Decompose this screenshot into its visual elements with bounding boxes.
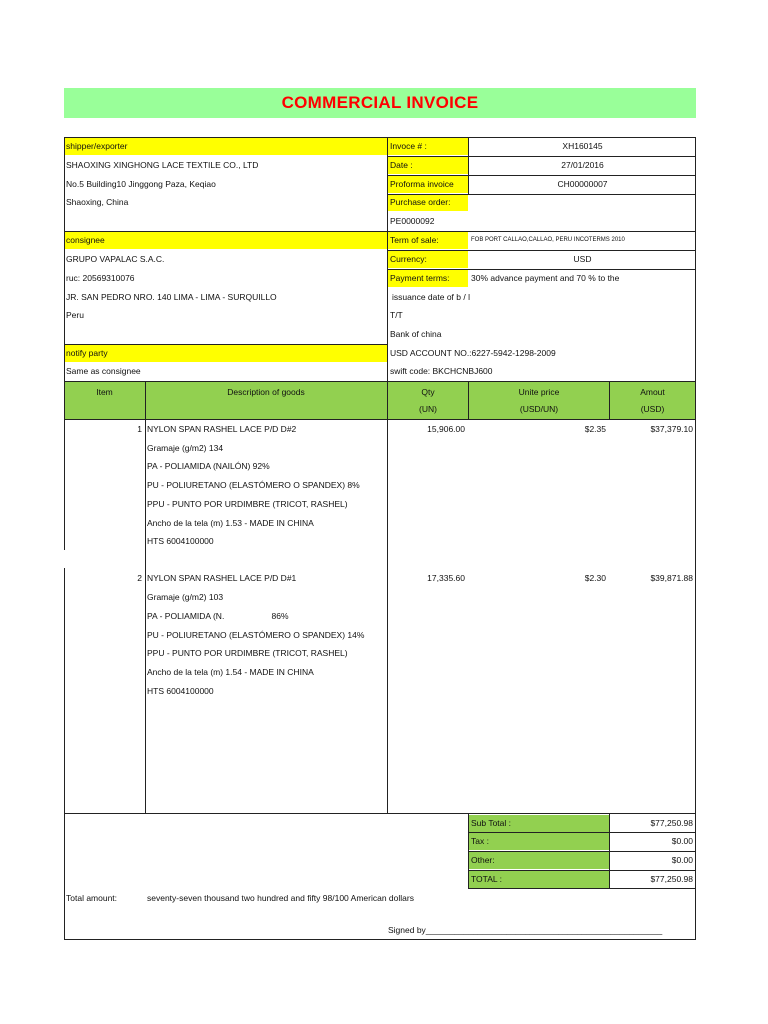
- term-of-sale-value: FOB PORT CALLAO,CALLAO, PERU INCOTERMS 2010: [471, 237, 625, 243]
- invoice-title: COMMERCIAL INVOICE: [64, 88, 696, 118]
- total-label: TOTAL :: [469, 871, 609, 888]
- header-qty-unit: (UN): [419, 404, 437, 414]
- header-unit-price-unit: (USD/UN): [519, 404, 559, 414]
- swift-code: swift code: BKCHCNBJ600: [390, 366, 493, 376]
- term-of-sale-label: Term of sale:: [388, 232, 468, 249]
- items-table-header: [64, 382, 696, 419]
- header-qty: Qty: [421, 387, 435, 397]
- item-description-line: PA - POLIAMIDA (N. 86%: [147, 611, 289, 621]
- invoice-number: XH160145: [562, 141, 603, 151]
- proforma-label: Proforma invoice: [388, 176, 468, 193]
- item-qty: 15,906.00: [427, 424, 465, 434]
- subtotal-label: Sub Total :: [469, 815, 609, 832]
- notify-party-value: Same as consignee: [66, 366, 141, 376]
- item-description-line: NYLON SPAN RASHEL LACE P/D D#2: [147, 424, 297, 434]
- item-description-line: PPU - PUNTO POR URDIMBRE (TRICOT, RASHEL): [147, 499, 348, 509]
- item-description-line: Gramaje (g/m2) 103: [147, 592, 224, 602]
- bank-name: Bank of china: [390, 329, 442, 339]
- tax-label: Tax :: [469, 833, 609, 850]
- other-label: Other:: [469, 852, 609, 869]
- bank-account: USD ACCOUNT NO.:6227-5942-1298-2009: [390, 348, 556, 358]
- item-description-line: HTS 6004100000: [147, 686, 214, 696]
- item-description-line: PU - POLIURETANO (ELASTÓMERO O SPANDEX) 8%: [147, 480, 360, 490]
- proforma-value: CH00000007: [557, 179, 608, 189]
- header-item: Item: [96, 387, 113, 397]
- total-amount-label: Total amount:: [66, 893, 118, 903]
- item-number: 2: [137, 573, 142, 583]
- payment-method: T/T: [390, 310, 403, 320]
- currency-label: Currency:: [388, 251, 468, 268]
- consignee-label: consignee: [64, 232, 387, 249]
- header-unit-price: Unite price: [518, 387, 560, 397]
- payment-terms-label: Payment terms:: [388, 270, 468, 287]
- date-label: Date :: [388, 157, 468, 174]
- payment-terms-line-1: 30% advance payment and 70 % to the: [471, 273, 620, 283]
- header-amount: Amout: [640, 387, 665, 397]
- header-amount-unit: (USD): [640, 404, 665, 414]
- shipper-address-1: No.5 Building10 Jinggong Paza, Keqiao: [66, 179, 216, 189]
- item-description-line: PA - POLIAMIDA (NAILÓN) 92%: [147, 461, 270, 471]
- signature-line: Signed by__________________________________________________: [388, 925, 663, 935]
- other-value: $0.00: [671, 855, 693, 865]
- shipper-address-2: Shaoxing, China: [66, 197, 129, 207]
- item-amount: $39,871.88: [650, 573, 693, 583]
- item-description-line: HTS 6004100000: [147, 536, 214, 546]
- shipper-label: shipper/exporter: [64, 138, 387, 155]
- consignee-name: GRUPO VAPALAC S.A.C.: [66, 254, 165, 264]
- consignee-address: JR. SAN PEDRO NRO. 140 LIMA - LIMA - SURQUILLO: [66, 292, 277, 302]
- item-description-line: Gramaje (g/m2) 134: [147, 443, 224, 453]
- item-unit-price: $2.30: [584, 573, 606, 583]
- currency-value: USD: [573, 254, 592, 264]
- item-description-line: NYLON SPAN RASHEL LACE P/D D#1: [147, 573, 297, 583]
- total-value: $77,250.98: [650, 874, 693, 884]
- item-unit-price: $2.35: [584, 424, 606, 434]
- total-amount-words: seventy-seven thousand two hundred and fifty 98/100 American dollars: [147, 893, 414, 903]
- item-amount: $37,379.10: [650, 424, 693, 434]
- tax-value: $0.00: [671, 836, 693, 846]
- header-description: Description of goods: [227, 387, 305, 397]
- item-description-line: Ancho de la tela (m) 1.54 - MADE IN CHINA: [147, 667, 314, 677]
- invoice-number-label: Invoce # :: [388, 138, 468, 155]
- item-qty: 17,335.60: [427, 573, 465, 583]
- item-number: 1: [137, 424, 142, 434]
- item-description-line: PPU - PUNTO POR URDIMBRE (TRICOT, RASHEL): [147, 648, 348, 658]
- consignee-ruc: ruc: 20569310076: [66, 273, 135, 283]
- shipper-name: SHAOXING XINGHONG LACE TEXTILE CO., LTD: [66, 160, 259, 170]
- item-description-line: PU - POLIURETANO (ELASTÓMERO O SPANDEX) 14%: [147, 630, 365, 640]
- purchase-order-label: Purchase order:: [388, 194, 468, 211]
- payment-terms-line-2: issuance date of b / l: [392, 292, 470, 302]
- invoice-date: 27/01/2016: [561, 160, 604, 170]
- subtotal-value: $77,250.98: [650, 818, 693, 828]
- item-description-line: Ancho de la tela (m) 1.53 - MADE IN CHINA: [147, 518, 314, 528]
- purchase-order-value: PE0000092: [390, 216, 435, 226]
- consignee-country: Peru: [66, 310, 84, 320]
- notify-party-label: notify party: [64, 345, 387, 362]
